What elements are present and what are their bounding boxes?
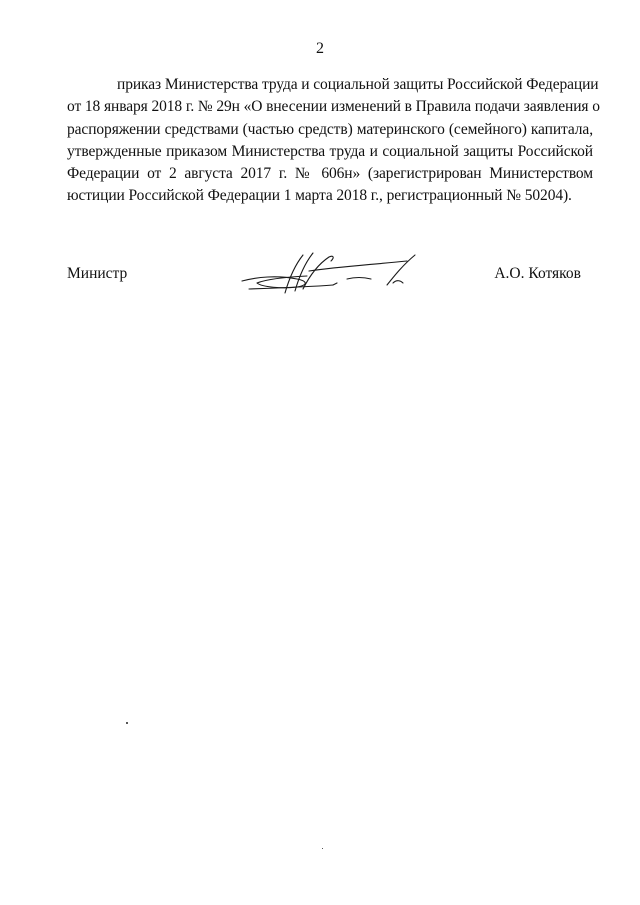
scan-speck [126,722,128,724]
body-line: приказ Министерства труда и социальной защиты Российской Федерации [117,76,599,93]
body-line: от 18 января 2018 г. № 29н «О внесении изменений в Правила подачи заявления о [67,98,600,116]
body-line: Федерации от 2 августа 2017 г. № 606н» (зарегистрирован Министерством [67,165,593,183]
signer-title: Министр [67,265,128,282]
signer-name: А.О. Котяков [494,265,581,282]
body-line: распоряжении средствами (частью средств) материнского (семейного) капитала, [67,120,593,138]
body-line: юстиции Российской Федерации 1 марта 2018 г., регистрационный № 50204). [67,187,572,205]
page-number: 2 [316,40,324,57]
document-body [67,74,600,208]
signature-block [67,265,593,305]
body-line: утвержденные приказом Министерства труда и социальной защиты Российской [67,142,593,160]
scan-speck [322,848,323,849]
handwritten-signature [237,249,427,299]
